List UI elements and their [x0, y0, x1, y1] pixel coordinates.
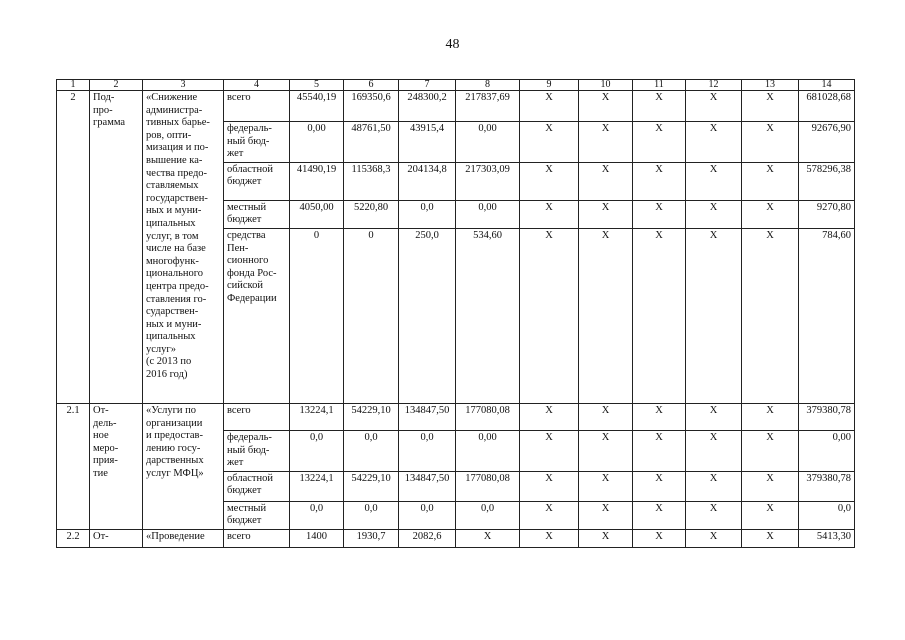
- year-value-cell: 0,0: [399, 501, 456, 529]
- funding-source-cell: федераль- ный бюд- жет: [224, 122, 290, 163]
- page-number: 48: [445, 37, 460, 52]
- year-value-cell: X: [686, 403, 742, 430]
- year-value-cell: X: [742, 471, 799, 501]
- year-value-cell: X: [579, 403, 633, 430]
- year-value-cell: X: [579, 122, 633, 163]
- year-value-cell: X: [742, 200, 799, 228]
- year-value-cell: X: [686, 529, 742, 547]
- budget-table: [56, 79, 855, 548]
- item-type-cell: От- дель- ное меро- прия- тие: [90, 403, 143, 529]
- year-value-cell: 250,0: [399, 228, 456, 403]
- year-value-cell: 0,00: [456, 430, 520, 471]
- year-value-cell: X: [579, 501, 633, 529]
- year-value-cell: X: [633, 122, 686, 163]
- year-value-cell: X: [686, 200, 742, 228]
- year-value-cell: X: [742, 529, 799, 547]
- column-number: 5: [290, 80, 344, 91]
- year-value-cell: X: [579, 91, 633, 122]
- year-value-cell: X: [520, 501, 579, 529]
- total-value-cell: 784,60: [799, 228, 855, 403]
- year-value-cell: X: [520, 403, 579, 430]
- funding-source-cell: областной бюджет: [224, 471, 290, 501]
- year-value-cell: 217303,09: [456, 162, 520, 200]
- year-value-cell: X: [686, 501, 742, 529]
- year-value-cell: 177080,08: [456, 403, 520, 430]
- column-number: 13: [742, 80, 799, 91]
- total-value-cell: 379380,78: [799, 471, 855, 501]
- year-value-cell: X: [742, 430, 799, 471]
- year-value-cell: 204134,8: [399, 162, 456, 200]
- year-value-cell: 45540,19: [290, 91, 344, 122]
- column-number-row: [57, 80, 855, 91]
- year-value-cell: X: [520, 200, 579, 228]
- column-number: 8: [456, 80, 520, 91]
- year-value-cell: X: [579, 162, 633, 200]
- year-value-cell: X: [520, 91, 579, 122]
- year-value-cell: X: [633, 162, 686, 200]
- table-row: [57, 529, 855, 547]
- column-number: 12: [686, 80, 742, 91]
- total-value-cell: 9270,80: [799, 200, 855, 228]
- column-number: 1: [57, 80, 90, 91]
- year-value-cell: X: [686, 162, 742, 200]
- column-number: 7: [399, 80, 456, 91]
- item-type-cell: От-: [90, 529, 143, 547]
- table-row: [57, 91, 855, 122]
- year-value-cell: X: [520, 529, 579, 547]
- column-number: 2: [90, 80, 143, 91]
- year-value-cell: X: [579, 200, 633, 228]
- year-value-cell: X: [686, 91, 742, 122]
- funding-source-cell: местный бюджет: [224, 501, 290, 529]
- year-value-cell: X: [633, 228, 686, 403]
- year-value-cell: X: [520, 471, 579, 501]
- year-value-cell: X: [742, 122, 799, 163]
- year-value-cell: 41490,19: [290, 162, 344, 200]
- funding-source-cell: федераль- ный бюд- жет: [224, 430, 290, 471]
- year-value-cell: X: [686, 122, 742, 163]
- year-value-cell: X: [579, 430, 633, 471]
- item-number-cell: 2: [57, 91, 90, 404]
- item-type-cell: Под- про- грамма: [90, 91, 143, 404]
- funding-source-cell: всего: [224, 403, 290, 430]
- year-value-cell: 0,0: [290, 430, 344, 471]
- item-name-cell: «Услуги по организации и предостав- лению госу- дарственных услуг МФЦ»: [143, 403, 224, 529]
- column-number: 9: [520, 80, 579, 91]
- year-value-cell: 0,0: [344, 501, 399, 529]
- item-name-cell: «Проведение: [143, 529, 224, 547]
- table-row: [57, 403, 855, 430]
- year-value-cell: 248300,2: [399, 91, 456, 122]
- total-value-cell: 681028,68: [799, 91, 855, 122]
- column-number: 3: [143, 80, 224, 91]
- year-value-cell: 5220,80: [344, 200, 399, 228]
- total-value-cell: 0,0: [799, 501, 855, 529]
- year-value-cell: 13224,1: [290, 403, 344, 430]
- year-value-cell: 13224,1: [290, 471, 344, 501]
- year-value-cell: X: [633, 501, 686, 529]
- total-value-cell: 92676,90: [799, 122, 855, 163]
- year-value-cell: 0,00: [456, 200, 520, 228]
- table-body: [57, 80, 855, 548]
- total-value-cell: 379380,78: [799, 403, 855, 430]
- year-value-cell: 0,00: [290, 122, 344, 163]
- year-value-cell: 1930,7: [344, 529, 399, 547]
- year-value-cell: X: [456, 529, 520, 547]
- funding-source-cell: всего: [224, 91, 290, 122]
- year-value-cell: X: [686, 228, 742, 403]
- year-value-cell: X: [742, 162, 799, 200]
- item-number-cell: 2.1: [57, 403, 90, 529]
- funding-source-cell: местный бюджет: [224, 200, 290, 228]
- year-value-cell: 0,0: [399, 430, 456, 471]
- total-value-cell: 5413,30: [799, 529, 855, 547]
- year-value-cell: X: [742, 228, 799, 403]
- year-value-cell: X: [686, 471, 742, 501]
- year-value-cell: 0,0: [290, 501, 344, 529]
- year-value-cell: X: [742, 403, 799, 430]
- year-value-cell: 0,0: [456, 501, 520, 529]
- year-value-cell: X: [633, 200, 686, 228]
- total-value-cell: 578296,38: [799, 162, 855, 200]
- column-number: 11: [633, 80, 686, 91]
- column-number: 14: [799, 80, 855, 91]
- year-value-cell: 48761,50: [344, 122, 399, 163]
- year-value-cell: 54229,10: [344, 403, 399, 430]
- year-value-cell: X: [742, 91, 799, 122]
- column-number: 6: [344, 80, 399, 91]
- year-value-cell: 115368,3: [344, 162, 399, 200]
- year-value-cell: X: [520, 228, 579, 403]
- year-value-cell: 177080,08: [456, 471, 520, 501]
- year-value-cell: 134847,50: [399, 471, 456, 501]
- item-name-cell: «Снижение администра- тивных барье- ров, опти- мизация и по- вышение ка- чества предо- ставляемых государствен- ных и муни- ципальных услуг, в том числе на базе многофунк- ционального центра предо- ставления го- сударствен- ных и муни- ципальных услуг» (с 2013 по 2016 год): [143, 91, 224, 404]
- year-value-cell: X: [520, 162, 579, 200]
- year-value-cell: 0: [344, 228, 399, 403]
- year-value-cell: 134847,50: [399, 403, 456, 430]
- year-value-cell: X: [579, 228, 633, 403]
- total-value-cell: 0,00: [799, 430, 855, 471]
- year-value-cell: X: [633, 430, 686, 471]
- item-number-cell: 2.2: [57, 529, 90, 547]
- year-value-cell: 1400: [290, 529, 344, 547]
- funding-source-cell: средства Пен- сионного фонда Рос- сийской Федерации: [224, 228, 290, 403]
- year-value-cell: X: [520, 122, 579, 163]
- year-value-cell: X: [686, 430, 742, 471]
- year-value-cell: X: [520, 430, 579, 471]
- year-value-cell: 2082,6: [399, 529, 456, 547]
- year-value-cell: 0,00: [456, 122, 520, 163]
- year-value-cell: 0,0: [344, 430, 399, 471]
- year-value-cell: 217837,69: [456, 91, 520, 122]
- year-value-cell: 534,60: [456, 228, 520, 403]
- funding-source-cell: областной бюджет: [224, 162, 290, 200]
- year-value-cell: X: [633, 471, 686, 501]
- funding-source-cell: всего: [224, 529, 290, 547]
- year-value-cell: X: [742, 501, 799, 529]
- year-value-cell: X: [579, 529, 633, 547]
- column-number: 4: [224, 80, 290, 91]
- year-value-cell: 4050,00: [290, 200, 344, 228]
- year-value-cell: 54229,10: [344, 471, 399, 501]
- year-value-cell: X: [579, 471, 633, 501]
- year-value-cell: 0,0: [399, 200, 456, 228]
- year-value-cell: X: [633, 91, 686, 122]
- year-value-cell: X: [633, 403, 686, 430]
- year-value-cell: 43915,4: [399, 122, 456, 163]
- year-value-cell: 169350,6: [344, 91, 399, 122]
- year-value-cell: 0: [290, 228, 344, 403]
- year-value-cell: X: [633, 529, 686, 547]
- column-number: 10: [579, 80, 633, 91]
